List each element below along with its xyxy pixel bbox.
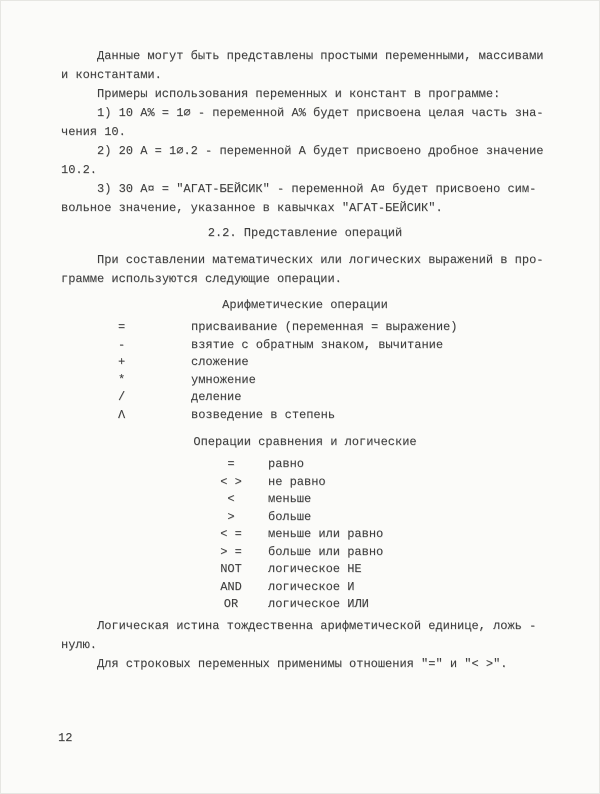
logic-operations-list (61, 456, 549, 614)
operator-row (61, 319, 549, 337)
operator-label: больше (268, 509, 312, 524)
example-line: чения 10. (61, 125, 126, 139)
operator-row (61, 456, 549, 474)
section-heading: 2.2. Представление операций (207, 226, 403, 240)
operator-row (61, 354, 549, 372)
operator-symbol: = (227, 457, 235, 471)
operator-label: не равно (268, 474, 326, 489)
operator-label: возведение в степень (191, 407, 336, 422)
operator-label: меньше или равно (268, 527, 384, 541)
operator-row (61, 561, 549, 579)
operator-symbol: - (118, 337, 126, 352)
subsection-heading-logic: Операции сравнения и логические (193, 435, 417, 449)
operator-row (61, 579, 549, 597)
operator-label: логическое И (268, 579, 355, 594)
operator-label: умножение (191, 372, 256, 387)
paragraph-line: Данные могут быть представлены простыми переменными, массивами (97, 49, 544, 63)
operator-symbol: / (118, 390, 126, 404)
operator-label: взятие с обратным знаком, вычитание (191, 337, 444, 352)
operator-row (61, 509, 549, 527)
operator-row (61, 544, 549, 562)
operator-row (61, 474, 549, 492)
operator-row (61, 407, 549, 425)
page-number: 12 (58, 731, 73, 745)
paragraph-line: нулю. (61, 637, 98, 652)
operator-row (61, 389, 549, 407)
operator-symbol: < (227, 492, 235, 506)
operator-label: логическое НЕ (268, 562, 362, 576)
example-line: 1) 10 A% = 1∅ - переменной A% будет присвоена целая часть зна- (97, 106, 544, 120)
operator-label: больше или равно (268, 544, 384, 559)
arithmetic-operations-list (61, 319, 549, 424)
operator-symbol: < = (220, 527, 242, 541)
operator-symbol: > (227, 509, 235, 524)
paragraph-line: Примеры использования переменных и констант в программе: (97, 87, 501, 101)
paragraph-line: Логическая истина тождественна арифметической единице, ложь - (97, 618, 537, 633)
paragraph-line: грамме используются следующие операции. (61, 272, 342, 286)
operator-symbol: > = (220, 544, 242, 559)
paragraph-line: При составлении математических или логических выражений в про- (97, 253, 544, 267)
operator-symbol: NOT (220, 562, 242, 576)
example-line: вольное значение, указанное в кавычках "АГАТ-БЕЙСИК". (61, 201, 443, 215)
operator-row (61, 596, 549, 614)
paragraph-line: и константами. (61, 68, 162, 82)
operator-symbol: AND (220, 579, 242, 594)
operator-label: сложение (191, 355, 249, 369)
subsection-heading-arithmetic: Арифметические операции (222, 298, 388, 312)
operator-symbol: Λ (118, 407, 126, 422)
operator-label: равно (268, 457, 305, 471)
operator-row (61, 491, 549, 509)
operator-symbol: OR (223, 597, 239, 611)
operator-symbol: < > (220, 474, 242, 489)
operator-label: присваивание (переменная = выражение) (191, 320, 458, 334)
operator-row (61, 337, 549, 355)
operator-row (61, 372, 549, 390)
operator-symbol: = (118, 320, 126, 334)
operator-symbol: + (118, 355, 126, 369)
operator-label: деление (191, 390, 242, 404)
page-body (1, 1, 599, 674)
example-line: 2) 20 A = 1∅.2 - переменной A будет присвоено дробное значение (97, 144, 544, 158)
paragraph-line: Для строковых переменных применимы отношения "=" и "< >". (97, 656, 508, 671)
example-line: 10.2. (61, 163, 98, 177)
example-line: 3) 30 A¤ = "АГАТ-БЕЙСИК" - переменной A¤ будет присвоено сим- (97, 182, 537, 196)
operator-symbol: * (118, 372, 126, 387)
operator-label: меньше (268, 492, 312, 506)
operator-row (61, 526, 549, 544)
operator-label: логическое ИЛИ (268, 597, 369, 611)
